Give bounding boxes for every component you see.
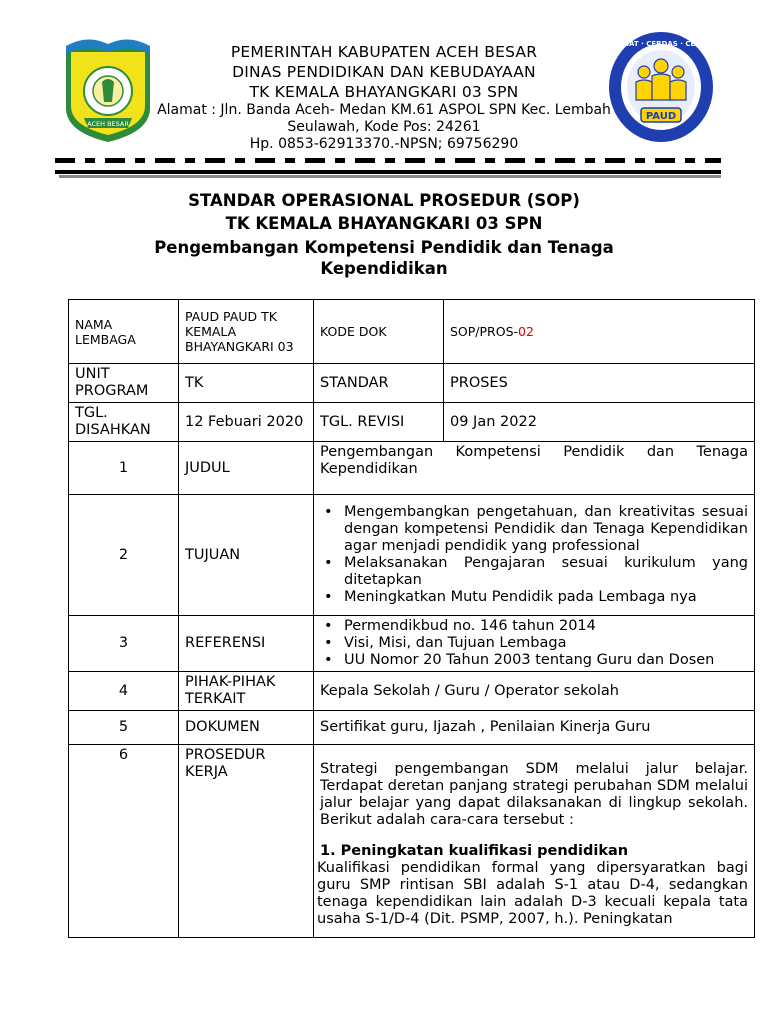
list-item: • Melaksanakan Pengajaran sesuai kurikulum yang ditetapkan: [344, 555, 748, 589]
list-item: • Mengembangkan pengetahuan, dan kreativitas sesuai dengan kompetensi Pendidik dan Tenaga Kependidikan agar menjadi pendidik yang professional: [344, 504, 748, 555]
prosedur-paragraph-1: Strategi pengembangan SDM melalui jalur belajar. Terdapat deretan panjang strategi perubahan SDM melalui jalur belajar yang dapat dilaksanakan di lingkup sekolah. Berikut adalah cara-cara tersebut :: [320, 761, 748, 828]
list-item: • Meningkatkan Mutu Pendidik pada Lembaga nya: [344, 589, 748, 606]
row-number: 3: [69, 616, 179, 672]
row-value-pihak: Kepala Sekolah / Guru / Operator sekolah: [314, 672, 755, 711]
row-label-judul: JUDUL: [179, 442, 314, 495]
row-label-pihak: PIHAK-PIHAK TERKAIT: [179, 672, 314, 711]
letterhead-line-1: PEMERINTAH KABUPATEN ACEH BESAR: [230, 43, 538, 61]
kode-dok-label: KODE DOK: [314, 300, 444, 364]
unit-program-value: TK: [179, 364, 314, 403]
list-item: • Visi, Misi, dan Tujuan Lembaga: [344, 635, 748, 652]
row-value-tujuan: [314, 495, 755, 616]
list-item: • UU Nomor 20 Tahun 2003 tentang Guru dan Dosen: [344, 652, 748, 669]
table-row: [69, 403, 755, 442]
letterhead-divider: [55, 158, 721, 180]
letterhead-address-3: Hp. 0853-62913370.-NPSN; 69756290: [249, 136, 519, 152]
row-value-dokumen: Sertifikat guru, Ijazah , Penilaian Kinerja Guru: [314, 711, 755, 745]
standar-label: STANDAR: [314, 364, 444, 403]
unit-program-label: UNIT PROGRAM: [69, 364, 179, 403]
row-value-prosedur: [314, 745, 755, 938]
list-item: • Permendikbud no. 146 tahun 2014: [344, 618, 748, 635]
table-row: [69, 711, 755, 745]
tgl-disahkan-value: 12 Febuari 2020: [179, 403, 314, 442]
tgl-revisi-value: 09 Jan 2022: [444, 403, 755, 442]
prosedur-paragraph-2: Kualifikasi pendidikan formal yang dipersyaratkan bagi guru SMP rintisan SBI adalah S-1 atau D-4, sedangkan tenaga kependidikan lain adalah D-3 kecuali kepala tata usaha S-1/D-4 (Dit. PSMP, 2007, h.). Peningkatan: [317, 860, 748, 927]
prosedur-heading-1: 1. Peningkatan kualifikasi pendidikan: [320, 843, 629, 859]
row-number: 1: [69, 442, 179, 495]
row-number: 2: [69, 495, 179, 616]
nama-lembaga-value: PAUD PAUD TK KEMALA BHAYANGKARI 03: [179, 300, 314, 364]
letterhead-address-2: Seulawah, Kode Pos: 24261: [287, 119, 481, 135]
right-logo-text: PAUD: [645, 111, 677, 122]
letterhead-address-1: Alamat : Jln. Banda Aceh- Medan KM.61 ASPOL SPN Kec. Lembah: [157, 102, 611, 118]
row-number: 5: [69, 711, 179, 745]
kode-dok-prefix: SOP/PROS-: [450, 324, 519, 339]
row-label-prosedur: PROSEDUR KERJA: [179, 745, 314, 938]
row-label-tujuan: TUJUAN: [179, 495, 314, 616]
row-value-referensi: [314, 616, 755, 672]
row-value-judul: Pengembangan Kompetensi Pendidik dan Tenaga Kependidikan: [314, 442, 755, 495]
table-row: [69, 672, 755, 711]
tgl-revisi-label: TGL. REVISI: [314, 403, 444, 442]
sop-table: [68, 299, 755, 938]
doc-title-4: Kependidikan: [320, 259, 448, 278]
row-number: 4: [69, 672, 179, 711]
doc-title-1: STANDAR OPERASIONAL PROSEDUR (SOP): [188, 191, 580, 210]
nama-lembaga-label: NAMA LEMBAGA: [69, 300, 179, 364]
standar-value: PROSES: [444, 364, 755, 403]
tujuan-list: [320, 504, 748, 606]
row-number: 6: [69, 745, 179, 938]
table-row: [69, 364, 755, 403]
table-row: [69, 442, 755, 495]
right-logo-motto: SEHAT · CERDAS · CERIA: [613, 40, 709, 48]
table-row: [69, 300, 755, 364]
kode-dok-cell: [444, 300, 755, 364]
letterhead-line-2: DINAS PENDIDIKAN DAN KEBUDAYAAN: [232, 63, 536, 81]
row-label-dokumen: DOKUMEN: [179, 711, 314, 745]
row-label-referensi: REFERENSI: [179, 616, 314, 672]
letterhead-line-3: TK KEMALA BHAYANGKARI 03 SPN: [249, 83, 519, 101]
referensi-list: [320, 618, 748, 669]
table-row: [69, 495, 755, 616]
doc-title-2: TK KEMALA BHAYANGKARI 03 SPN: [225, 214, 543, 233]
kode-dok-number: 02: [518, 324, 534, 339]
table-row: [69, 616, 755, 672]
left-logo-text: ACEH BESAR: [87, 120, 129, 128]
doc-title-3: Pengembangan Kompetensi Pendidik dan Tenaga: [154, 238, 614, 257]
tgl-disahkan-label: TGL. DISAHKAN: [69, 403, 179, 442]
table-row: [69, 745, 755, 938]
